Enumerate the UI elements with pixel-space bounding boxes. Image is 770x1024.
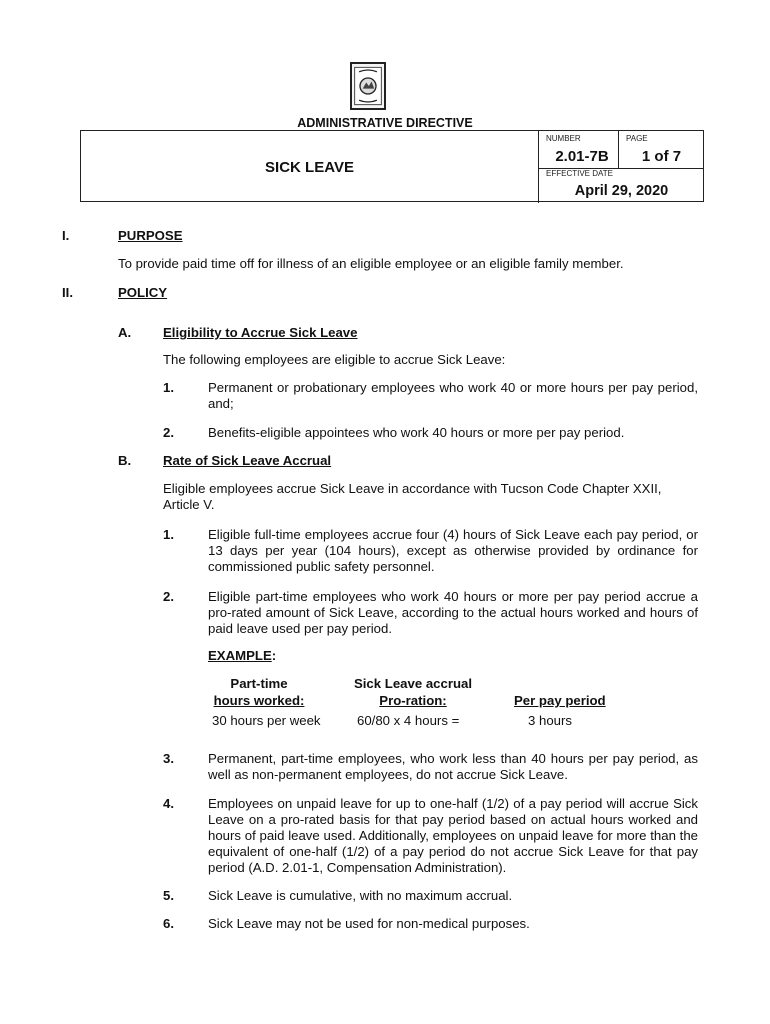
number-label: NUMBER [546, 134, 581, 143]
page-label: PAGE [626, 134, 648, 143]
section-b-heading: Rate of Sick Leave Accrual [163, 453, 332, 468]
example-col1-header: Part-time [230, 676, 288, 691]
example-row-proration: 60/80 x 4 hours = [357, 713, 460, 728]
example-col1-subheader: hours worked: [213, 693, 305, 708]
list-item-number: 1. [163, 527, 174, 542]
effective-date-label: EFFECTIVE DATE [546, 169, 613, 178]
list-item-text: Sick Leave is cumulative, with no maximum accrual. [208, 888, 513, 903]
directive-number: 2.01-7B [555, 148, 609, 165]
list-item-number: 4. [163, 796, 174, 811]
city-seal-logo [350, 62, 386, 110]
header-box [80, 130, 704, 202]
policy-number: II. [62, 285, 73, 300]
list-item-number: 2. [163, 425, 174, 440]
document-title: SICK LEAVE [265, 159, 354, 176]
list-item-text: Permanent or probationary employees who work 40 or more hours per pay period, and; [208, 380, 698, 411]
list-item-number: 3. [163, 751, 174, 766]
policy-heading: POLICY [118, 285, 168, 300]
list-item-text: Benefits-eligible appointees who work 40 hours or more per pay period. [208, 425, 625, 440]
section-b-intro: Eligible employees accrue Sick Leave in accordance with Tucson Code Chapter XXII, Article V. [163, 481, 662, 512]
section-a-heading: Eligibility to Accrue Sick Leave [163, 325, 358, 340]
purpose-text: To provide paid time off for illness of an eligible employee or an eligible family member. [118, 256, 624, 271]
purpose-heading: PURPOSE [118, 228, 183, 243]
effective-date: April 29, 2020 [574, 183, 669, 199]
section-b-letter: B. [118, 453, 132, 468]
list-item-text: Eligible full-time employees accrue four (4) hours of Sick Leave each pay period, or 13 days per year (104 hours), except as otherwise provided by ordinance for commissioned public safety personnel. [208, 527, 698, 574]
list-item-text: Eligible part-time employees who work 40 hours or more per pay period accrue a pro-rated amount of Sick Leave, according to the actual hours worked and hours of paid leave used per pay period. [208, 589, 698, 636]
page-count: 1 of 7 [641, 148, 682, 165]
list-item-text: Employees on unpaid leave for up to one-half (1/2) of a pay period will accrue Sick Leave on a pro-rated basis for that pay period based on actual hours worked and hours of paid leave used. Additionally, employees on unpaid leave for more than the equivalent of one-half (1/2) of a pay period do not accrue Sick Leave for that pay period (A.D. 2.01-1, Compensation Administration). [208, 796, 698, 875]
example-col2-subheader: Pro-ration: [379, 693, 447, 708]
list-item-number: 5. [163, 888, 174, 903]
example-col2-header: Sick Leave accrual [353, 676, 473, 691]
example-colon: : [271, 648, 277, 663]
section-a-letter: A. [118, 325, 132, 340]
list-item-text: Permanent, part-time employees, who work less than 40 hours per pay period, as well as non-permanent employees, do not accrue Sick Leave. [208, 751, 698, 782]
example-label [208, 648, 276, 664]
purpose-number: I. [62, 228, 70, 243]
list-item-text: Sick Leave may not be used for non-medical purposes. [208, 916, 530, 931]
directive-heading: ADMINISTRATIVE DIRECTIVE [297, 116, 473, 130]
section-a-intro: The following employees are eligible to accrue Sick Leave: [163, 352, 506, 367]
example-label-text: EXAMPLE [208, 648, 272, 663]
example-col3-header: Per pay period [514, 693, 606, 708]
seal-emblem-icon [352, 64, 384, 108]
example-row-hours: 30 hours per week [212, 713, 321, 728]
example-row-result: 3 hours [528, 713, 572, 728]
list-item-number: 2. [163, 589, 174, 604]
list-item-number: 1. [163, 380, 174, 395]
list-item-number: 6. [163, 916, 174, 931]
